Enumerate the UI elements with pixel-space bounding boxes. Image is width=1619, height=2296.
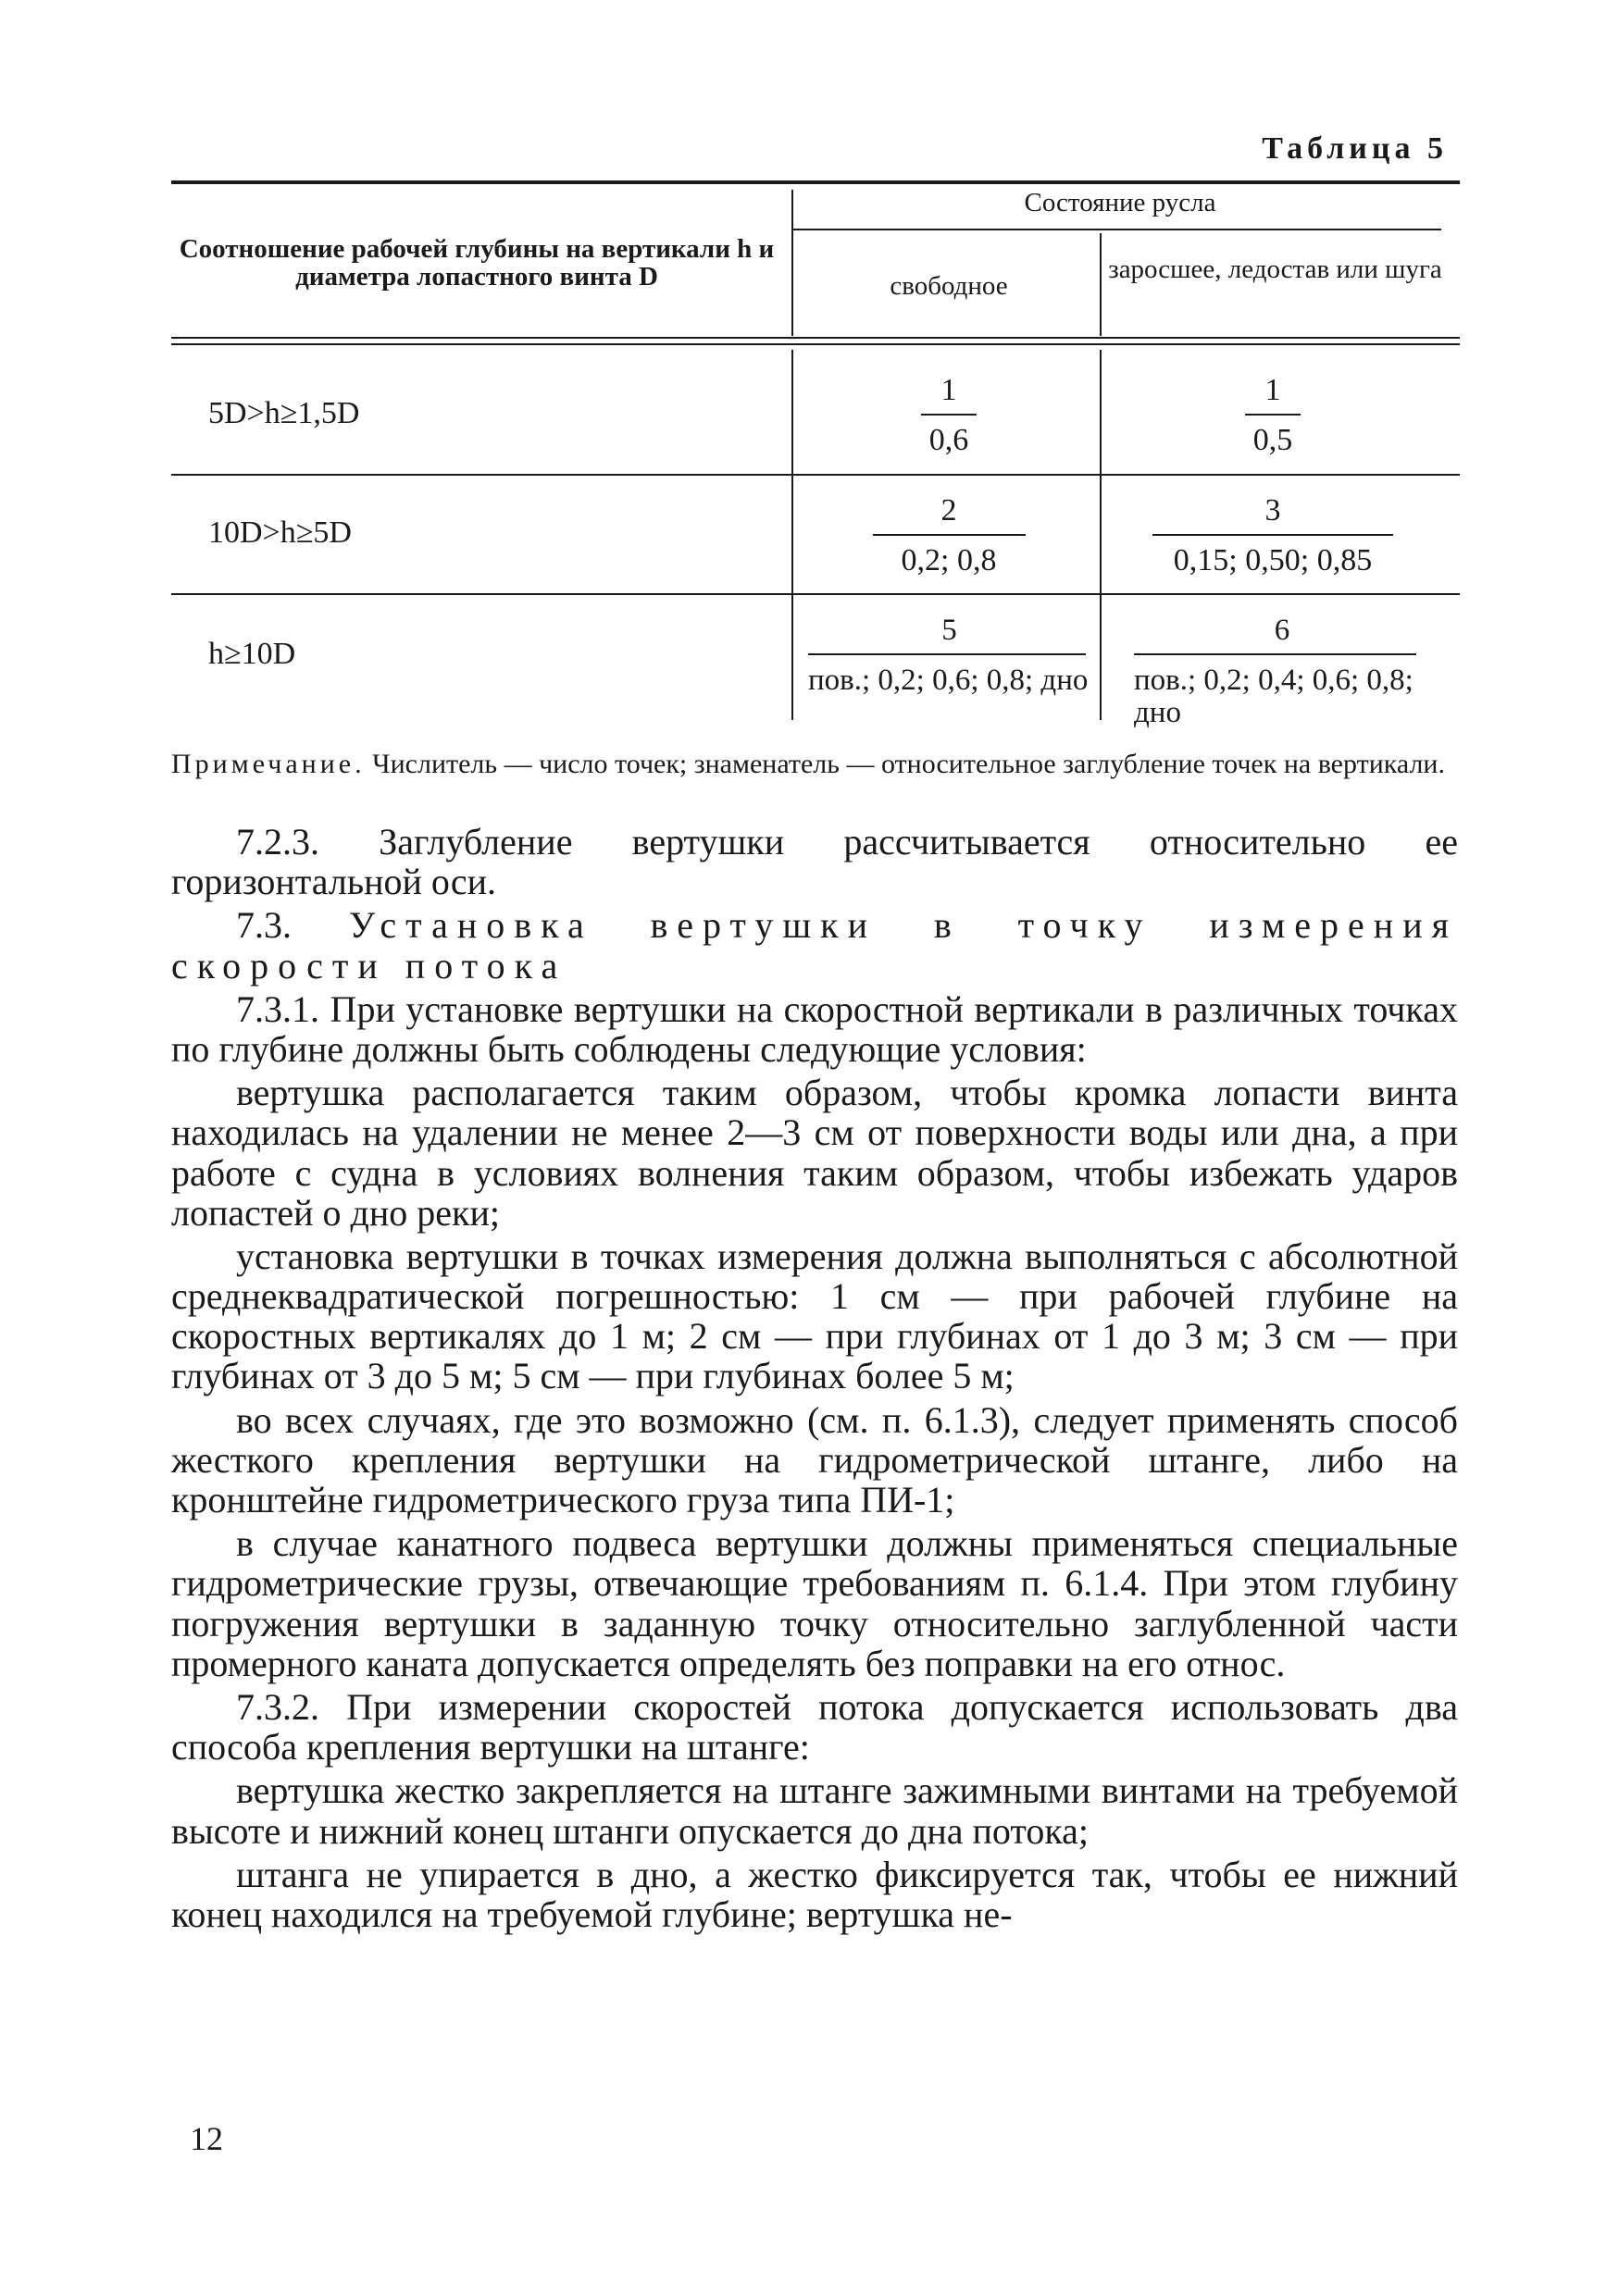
fraction-numerator: 2	[940, 493, 957, 527]
fraction-bar	[873, 534, 1026, 536]
header-double-rule-2	[171, 343, 1460, 345]
body-vertical-rule-2	[1100, 350, 1102, 720]
paragraph: штанга не упирается в дно, а жестко фиксируется так, чтобы ее нижний конец находился на требуемой глубине; вертушка не-	[171, 1853, 1458, 1935]
section-heading	[171, 905, 1458, 985]
header-channel-state: Состояние русла	[1024, 188, 1216, 217]
table-cell	[1213, 375, 1333, 456]
body-vertical-rule-1	[791, 350, 793, 720]
paragraph: установка вертушки в точках измерения должна выполняться с абсолютной среднеквадратической погрешностью: 1 см — при рабочей глубине на скоростных вертикалях до 1 м; 2 см — при глубинах от 1 до 3 м; 3 см — при глубинах от 3 до 5 м; 5 см — при глубинах более 5 м;	[171, 1235, 1458, 1397]
note-lead: Примечание.	[171, 749, 366, 779]
row-separator-2	[171, 593, 1460, 595]
fraction-denominator: 0,6	[928, 423, 969, 457]
table-note	[171, 750, 1458, 779]
header-free: свободное	[890, 271, 1008, 301]
paragraph: 7.2.3. Заглубление вертушки рассчитывается относительно ее горизонтальной оси.	[171, 821, 1458, 903]
section-title: Установка вертушки в точку измерения скорости потока	[171, 904, 1458, 987]
header-vertical-rule	[791, 190, 793, 336]
paragraph: вертушка располагается таким образом, чтобы кромка лопасти винта находилась на удалении не менее 2—3 см от поверхности воды или дна, а при работе с судна в условиях волнения таким образом, чтобы избежать ударов лопастей о дно реки;	[171, 1072, 1458, 1234]
header-ratio: Соотношение рабочей глубины на вертикали h и диаметра лопастного винта D	[179, 234, 775, 292]
row-separator-1	[171, 474, 1460, 476]
body-text	[171, 822, 1458, 1938]
note-text: Числитель — число точек; знаменатель — относительное заглубление точек на вертикали.	[365, 749, 1445, 779]
fraction-numerator: 5	[941, 614, 957, 647]
page-number: 12	[190, 2120, 223, 2157]
fraction-numerator: 6	[1274, 614, 1290, 647]
header-overgrown: заросшее, ледостав или шуга	[1108, 254, 1442, 284]
fraction-bar	[921, 414, 977, 416]
fraction-numerator: 1	[1264, 373, 1281, 407]
paragraph: вертушка жестко закрепляется на штанге зажимными винтами на требуемой высоте и нижний конец штанги опускается до дна потока;	[171, 1769, 1458, 1852]
paragraph: во всех случаях, где это возможно (см. п. 6.1.3), следует применять способ жесткого крепления вертушки на гидрометрической штанге, либо на кронштейне гидрометрического груза типа ПИ-1;	[171, 1398, 1458, 1520]
fraction-bar	[1152, 534, 1393, 536]
table-cell	[808, 615, 1090, 697]
row-label: h≥10D	[208, 637, 296, 671]
fraction-denominator: 0,5	[1252, 423, 1293, 457]
fraction-denominator: 0,2; 0,8	[901, 543, 997, 577]
fraction-numerator: 3	[1264, 493, 1281, 527]
section-number: 7.3.	[236, 904, 292, 947]
header-double-rule-1	[171, 337, 1460, 339]
fraction-bar	[808, 653, 1086, 655]
table-cell	[889, 375, 1009, 456]
group-underline	[793, 229, 1441, 230]
fraction-bar	[1245, 414, 1301, 416]
table-caption: Таблица 5	[1262, 131, 1448, 166]
table-cell	[1143, 495, 1402, 577]
fraction-denominator: 0,15; 0,50; 0,85	[1173, 543, 1373, 577]
table-cell	[1134, 615, 1430, 728]
row-label: 5D>h≥1,5D	[208, 396, 360, 430]
paragraph: 7.3.1. При установке вертушки на скоростной вертикали в различных точках по глубине должны быть соблюдены следующие условия:	[171, 987, 1458, 1070]
fraction-denominator: пов.; 0,2; 0,6; 0,8; дно	[808, 664, 1089, 697]
fraction-numerator: 1	[940, 373, 957, 407]
table-top-rule	[171, 180, 1460, 184]
paragraph: 7.3.2. При измерении скоростей потока допускается использовать два способа крепления вертушки на штанге:	[171, 1685, 1458, 1769]
fraction-denominator: пов.; 0,2; 0,4; 0,6; 0,8; дно	[1134, 664, 1414, 729]
fraction-bar	[1134, 653, 1416, 655]
paragraph: в случае канатного подвеса вертушки должны применяться специальные гидрометрические грузы, отвечающие требованиям п. 6.1.4. При этом глубину погружения вертушки в заданную точку относительно заглубленной части промерного каната допускается определять без поправки на его относ.	[171, 1522, 1458, 1684]
table-cell	[852, 495, 1046, 577]
row-label: 10D>h≥5D	[208, 515, 352, 550]
